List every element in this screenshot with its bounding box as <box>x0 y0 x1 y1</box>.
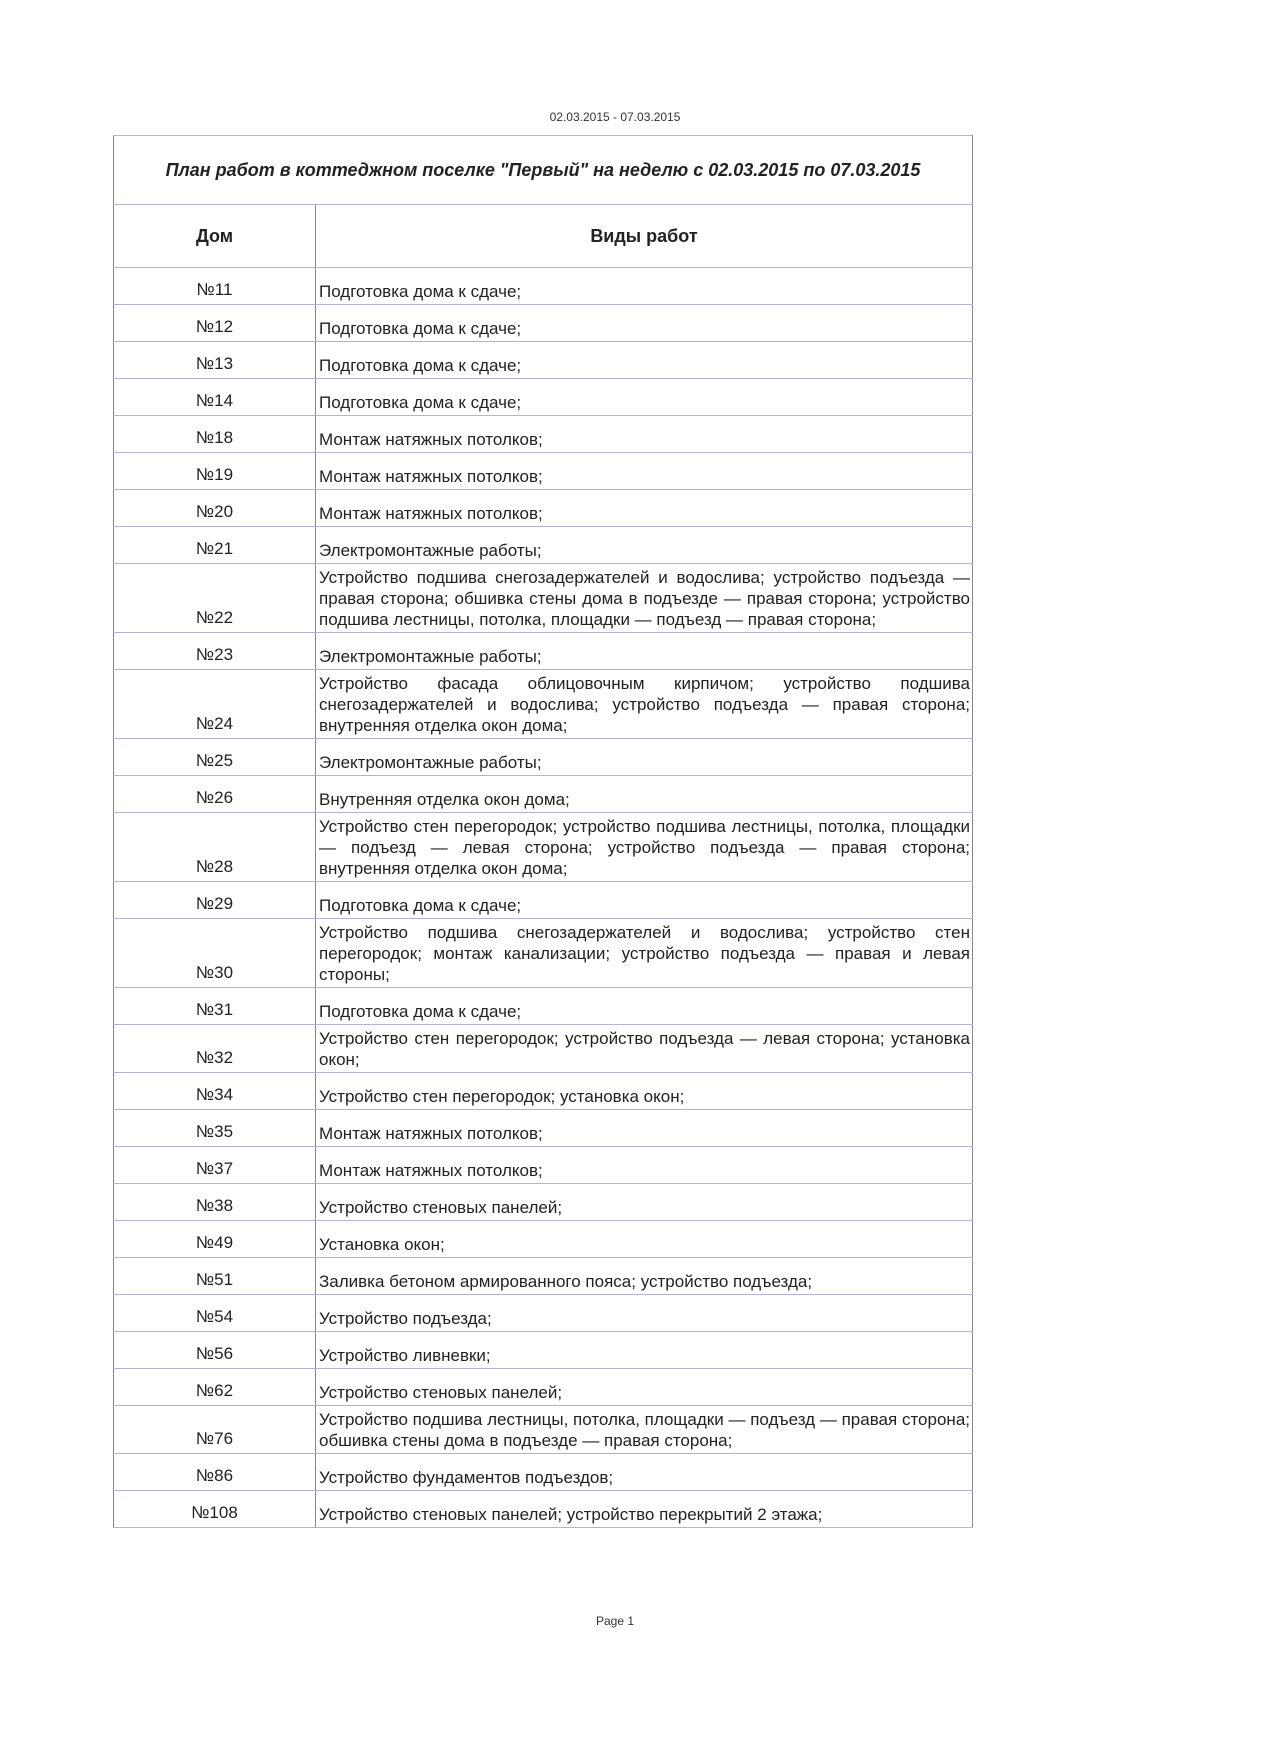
house-number: №34 <box>114 1073 316 1110</box>
house-number: №28 <box>114 813 316 882</box>
house-number: №20 <box>114 490 316 527</box>
works-description: Устройство стен перегородок; устройство подъезда — левая сторона; установка окон; <box>316 1025 973 1073</box>
table-row <box>114 882 973 919</box>
works-description: Внутренняя отделка окон дома; <box>316 776 973 813</box>
house-number: №32 <box>114 1025 316 1073</box>
house-number: №35 <box>114 1110 316 1147</box>
works-description: Монтаж натяжных потолков; <box>316 1110 973 1147</box>
column-header-house: Дом <box>114 205 316 268</box>
works-description: Устройство подъезда; <box>316 1295 973 1332</box>
works-description: Устройство подшива снегозадержателей и водослива; устройство стен перегородок; монтаж канализации; устройство подъезда — правая и левая стороны; <box>316 919 973 988</box>
table-row <box>114 564 973 633</box>
house-number: №86 <box>114 1454 316 1491</box>
table-row <box>114 1258 973 1295</box>
house-number: №31 <box>114 988 316 1025</box>
work-plan-table <box>113 135 973 1528</box>
table-row <box>114 1332 973 1369</box>
house-number: №18 <box>114 416 316 453</box>
house-number: №19 <box>114 453 316 490</box>
works-description: Монтаж натяжных потолков; <box>316 453 973 490</box>
table-row <box>114 670 973 739</box>
table-row <box>114 813 973 882</box>
house-number: №14 <box>114 379 316 416</box>
house-number: №26 <box>114 776 316 813</box>
works-description: Устройство стеновых панелей; устройство перекрытий 2 этажа; <box>316 1491 973 1528</box>
works-description: Заливка бетоном армированного пояса; устройство подъезда; <box>316 1258 973 1295</box>
house-number: №62 <box>114 1369 316 1406</box>
works-description: Подготовка дома к сдаче; <box>316 882 973 919</box>
table-row <box>114 1147 973 1184</box>
table-row <box>114 1110 973 1147</box>
works-description: Подготовка дома к сдаче; <box>316 305 973 342</box>
works-description: Устройство стен перегородок; устройство подшива лестницы, потолка, площадки — подъезд — левая сторона; устройство подъезда — правая сторона; внутренняя отделка окон дома; <box>316 813 973 882</box>
works-description: Устройство фасада облицовочным кирпичом; устройство подшива снегозадержателей и водослива; устройство подъезда — правая сторона; внутренняя отделка окон дома; <box>316 670 973 739</box>
works-description: Подготовка дома к сдаче; <box>316 342 973 379</box>
works-description: Электромонтажные работы; <box>316 739 973 776</box>
house-number: №23 <box>114 633 316 670</box>
table-row <box>114 1221 973 1258</box>
house-number: №29 <box>114 882 316 919</box>
works-description: Устройство подшива лестницы, потолка, площадки — подъезд — правая сторона; обшивка стены дома в подъезде — правая сторона; <box>316 1406 973 1454</box>
works-description: Устройство ливневки; <box>316 1332 973 1369</box>
table-row <box>114 268 973 305</box>
table-row <box>114 1025 973 1073</box>
house-number: №25 <box>114 739 316 776</box>
works-description: Электромонтажные работы; <box>316 633 973 670</box>
table-row <box>114 1073 973 1110</box>
table-row <box>114 1406 973 1454</box>
date-range-header: 02.03.2015 - 07.03.2015 <box>549 110 681 124</box>
house-number: №22 <box>114 564 316 633</box>
house-number: №30 <box>114 919 316 988</box>
house-number: №37 <box>114 1147 316 1184</box>
table-row <box>114 305 973 342</box>
table-row <box>114 1295 973 1332</box>
page-number: Page 1 <box>595 1614 635 1628</box>
table-body <box>114 268 973 1528</box>
house-number: №24 <box>114 670 316 739</box>
house-number: №12 <box>114 305 316 342</box>
works-description: Установка окон; <box>316 1221 973 1258</box>
house-number: №54 <box>114 1295 316 1332</box>
house-number: №51 <box>114 1258 316 1295</box>
works-description: Устройство стен перегородок; установка окон; <box>316 1073 973 1110</box>
house-number: №13 <box>114 342 316 379</box>
table-row <box>114 379 973 416</box>
table-row <box>114 342 973 379</box>
table-title: План работ в коттеджном поселке "Первый" на неделю с 02.03.2015 по 07.03.2015 <box>114 136 973 205</box>
works-description: Подготовка дома к сдаче; <box>316 268 973 305</box>
works-description: Электромонтажные работы; <box>316 527 973 564</box>
works-description: Устройство подшива снегозадержателей и водослива; устройство подъезда — правая сторона; обшивка стены дома в подъезде — правая сторона; устройство подшива лестницы, потолка, площадки — подъезд — правая сторона; <box>316 564 973 633</box>
table-row <box>114 988 973 1025</box>
table-row <box>114 1454 973 1491</box>
works-description: Подготовка дома к сдаче; <box>316 379 973 416</box>
table-row <box>114 1491 973 1528</box>
works-description: Монтаж натяжных потолков; <box>316 416 973 453</box>
house-number: №49 <box>114 1221 316 1258</box>
table-title-row <box>114 136 973 205</box>
works-description: Подготовка дома к сдаче; <box>316 988 973 1025</box>
works-description: Устройство фундаментов подъездов; <box>316 1454 973 1491</box>
house-number: №56 <box>114 1332 316 1369</box>
works-description: Монтаж натяжных потолков; <box>316 1147 973 1184</box>
table-row <box>114 919 973 988</box>
table-row <box>114 453 973 490</box>
works-description: Устройство стеновых панелей; <box>316 1369 973 1406</box>
table-row <box>114 527 973 564</box>
table-row <box>114 739 973 776</box>
table-row <box>114 1369 973 1406</box>
table-row <box>114 490 973 527</box>
house-number: №108 <box>114 1491 316 1528</box>
table-row <box>114 776 973 813</box>
house-number: №11 <box>114 268 316 305</box>
house-number: №76 <box>114 1406 316 1454</box>
table-row <box>114 1184 973 1221</box>
column-header-works: Виды работ <box>316 205 973 268</box>
house-number: №38 <box>114 1184 316 1221</box>
table-row <box>114 633 973 670</box>
works-description: Монтаж натяжных потолков; <box>316 490 973 527</box>
house-number: №21 <box>114 527 316 564</box>
table-row <box>114 416 973 453</box>
table-header-row <box>114 205 973 268</box>
works-description: Устройство стеновых панелей; <box>316 1184 973 1221</box>
